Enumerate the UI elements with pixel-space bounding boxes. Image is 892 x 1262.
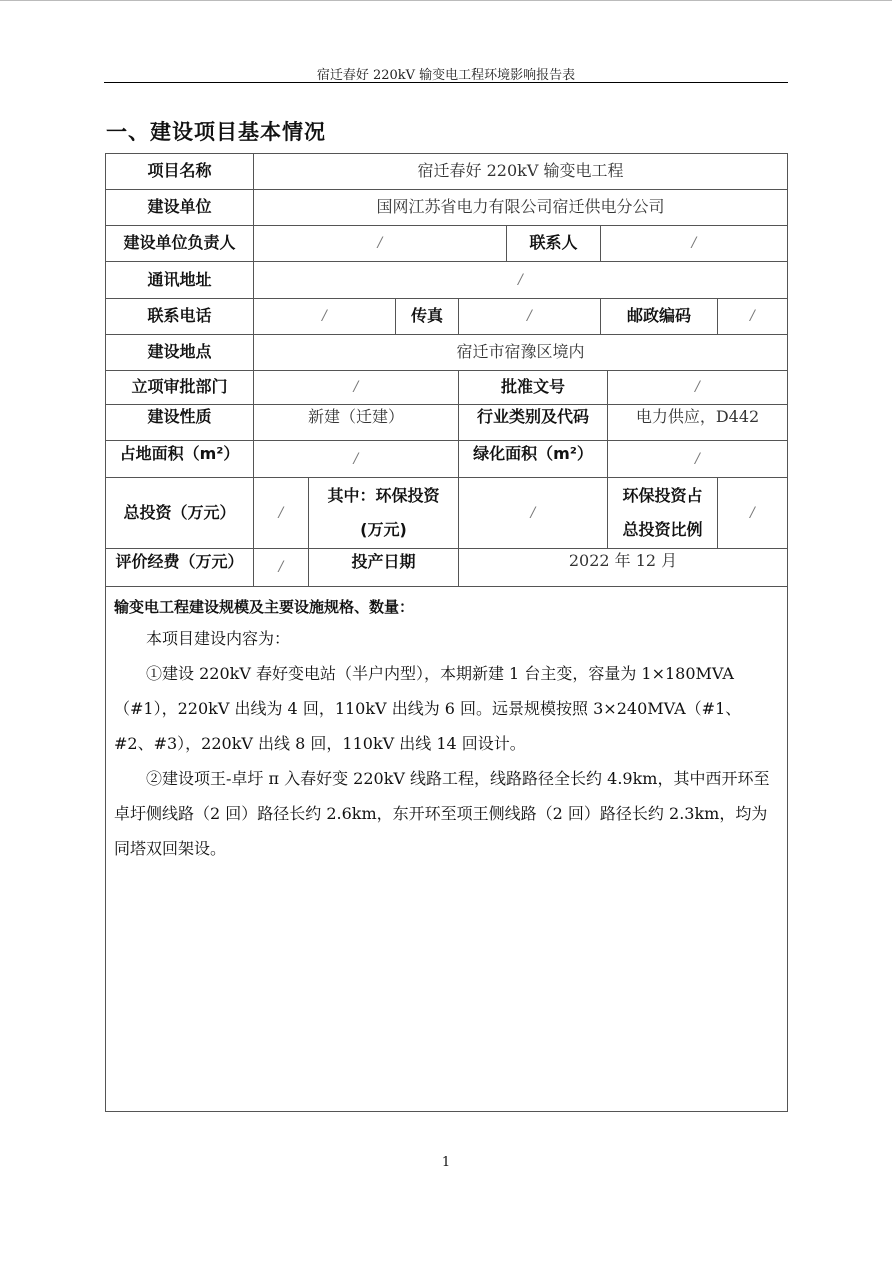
builder-value: 国网江苏省电力有限公司宿迁供电分公司 (254, 190, 787, 226)
env-ratio-label-line1: 环保投资占 (622, 486, 703, 505)
address-value: / (254, 262, 787, 299)
location-label: 建设地点 (106, 335, 254, 371)
project-description (106, 587, 787, 1111)
green-area-value: / (608, 441, 787, 478)
industry-label: 行业类别及代码 (459, 405, 608, 441)
phone-label: 联系电话 (106, 299, 254, 335)
env-ratio-label (608, 478, 718, 549)
postcode-value: / (718, 299, 787, 335)
builder-head-label: 建设单位负责人 (106, 226, 254, 262)
land-area-value: / (254, 441, 459, 478)
total-invest-value: / (254, 478, 309, 549)
nature-label: 建设性质 (106, 405, 254, 441)
env-invest-label (309, 478, 459, 549)
approval-no-value: / (608, 371, 787, 405)
builder-head-value: / (254, 226, 507, 262)
production-date-value: 2022 年 12 月 (459, 549, 787, 587)
approval-dept-value: / (254, 371, 459, 405)
header-rule (104, 82, 788, 83)
project-name-value: 宿迁春好 220kV 输变电工程 (254, 154, 787, 190)
description-item-1: ①建设 220kV 春好变电站（半户内型），本期新建 1 台主变，容量为 1×180MVA（#1），220kV 出线为 4 回，110kV 出线为 6 回。远景规模按照 3×240MVA（#1、#2、#3），220kV 出线 8 回，110kV 出线 14 回设计。 (114, 664, 742, 753)
page-number: 1 (441, 1155, 451, 1170)
approval-no-label: 批准文号 (459, 371, 608, 405)
postcode-label: 邮政编码 (601, 299, 718, 335)
running-header: 宿迁春好 220kV 输变电工程环境影响报告表 (316, 68, 576, 83)
nature-value: 新建（迁建） (254, 405, 459, 441)
env-ratio-label-line2: 总投资比例 (622, 520, 703, 539)
address-label: 通讯地址 (106, 262, 254, 299)
production-date-label: 投产日期 (309, 549, 459, 587)
builder-label: 建设单位 (106, 190, 254, 226)
land-area-label: 占地面积（m²） (106, 441, 254, 478)
eval-fee-label: 评价经费（万元） (106, 549, 254, 587)
description-item-2: ②建设项王-卓圩 π 入春好变 220kV 线路工程，线路路径全长约 4.9km，其中西开环至卓圩侧线路（2 回）路径长约 2.6km，东开环至项王侧线路（2 回）路径长约 2.3km，均为同塔双回架设。 (114, 769, 770, 858)
env-invest-label-line1: 其中：环保投资 (327, 486, 440, 505)
phone-value: / (254, 299, 396, 335)
industry-value: 电力供应，D442 (608, 405, 787, 441)
location-value: 宿迁市宿豫区境内 (254, 335, 787, 371)
env-ratio-value: / (718, 478, 787, 549)
contact-value: / (601, 226, 787, 262)
fax-label: 传真 (396, 299, 459, 335)
section-title: 一、建设项目基本情况 (106, 120, 326, 144)
project-info-form (105, 153, 788, 1112)
project-name-label: 项目名称 (106, 154, 254, 190)
description-title: 输变电工程建设规模及主要设施规格、数量： (114, 598, 415, 616)
green-area-label: 绿化面积（m²） (459, 441, 608, 478)
env-invest-value: / (459, 478, 608, 549)
eval-fee-value: / (254, 549, 309, 587)
page-top-edge (0, 0, 892, 1)
description-intro: 本项目建设内容为： (146, 629, 291, 648)
fax-value: / (459, 299, 601, 335)
env-invest-label-line2: (万元) (360, 520, 407, 539)
total-invest-label: 总投资（万元） (106, 478, 254, 549)
contact-label: 联系人 (507, 226, 601, 262)
approval-dept-label: 立项审批部门 (106, 371, 254, 405)
